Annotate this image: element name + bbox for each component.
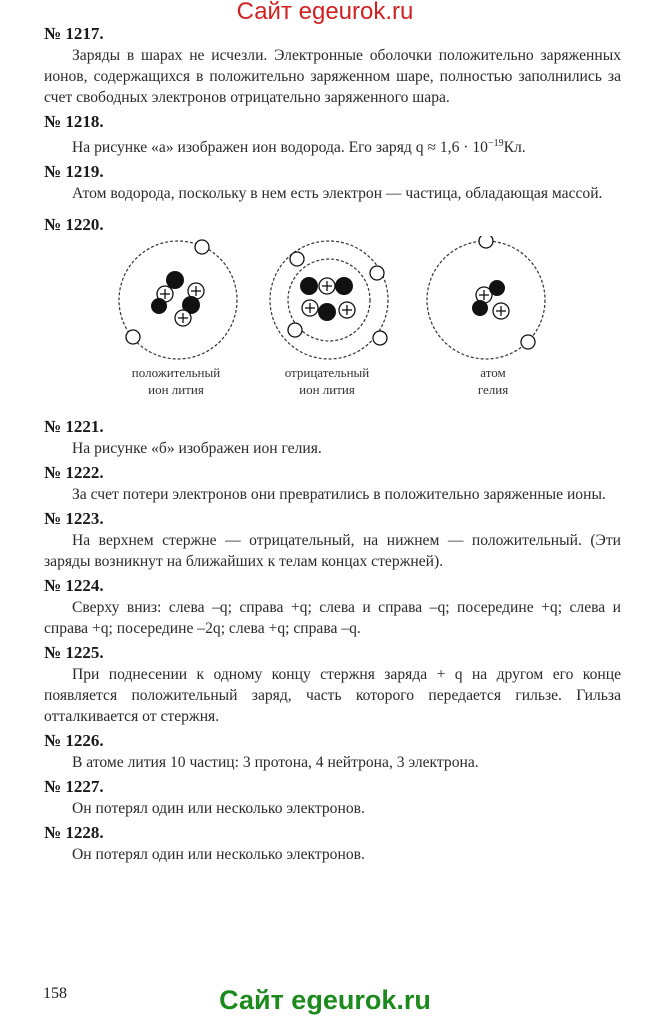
task-text-1217: Заряды в шарах не исчезли. Электронные оболочки положительно заряженных ионов, содержащихся в положительно заряженном шаре, полностью заполнились за счет свободных электронов отрицательно заряженного шара. xyxy=(44,47,621,106)
proton-icon xyxy=(319,278,335,294)
proton-icon xyxy=(339,302,355,318)
task-text-1223: На верхнем стержне — отрицательный, на нижнем — положительный. (Эти заряды возникнут на ближайших к телам концах стержней). xyxy=(44,532,621,571)
atoms-diagram xyxy=(44,236,621,413)
caption-negative-lithium-ion xyxy=(262,364,392,398)
caption-line: гелия xyxy=(477,382,509,398)
electron-icon xyxy=(126,330,140,344)
atom-positive-lithium-ion xyxy=(119,240,237,359)
neutron-icon xyxy=(300,277,318,295)
electron-icon xyxy=(195,240,209,254)
task-1218-unit: Кл. xyxy=(503,139,526,157)
electron-icon xyxy=(290,252,304,266)
task-number-1221: № 1221. xyxy=(44,417,104,437)
caption-helium-atom xyxy=(428,364,558,398)
caption-line: ион лития xyxy=(299,382,355,398)
task-number-1220: № 1220. xyxy=(44,215,104,235)
atom-negative-lithium-ion xyxy=(270,241,388,359)
task-number-1225: № 1225. xyxy=(44,643,104,663)
task-1218-exponent: −19 xyxy=(487,138,504,149)
task-text-1225: При поднесении к одному концу стержня заряда + q на другом его конце появляется положительный заряд, часть которого передается гильзе. Гильза отталкивается от стержня. xyxy=(44,666,621,726)
page-content xyxy=(44,20,621,865)
task-number-1218: № 1218. xyxy=(44,112,104,131)
task-text-1224: Сверху вниз: слева –q; справа +q; слева и справа –q; посередине +q; слева и справа +q; посередине –2q; слева +q; справа –q. xyxy=(44,599,621,638)
site-watermark-bottom[interactable]: Сайт egeurok.ru xyxy=(219,985,431,1015)
task-text-1219: Атом водорода, поскольку в нем есть электрон — частица, обладающая массой. xyxy=(72,185,603,203)
neutron-icon xyxy=(335,277,353,295)
task-number-1228: № 1228. xyxy=(44,823,104,843)
electron-icon xyxy=(370,266,384,280)
neutron-icon xyxy=(318,303,336,321)
proton-icon xyxy=(493,303,509,319)
proton-icon xyxy=(302,300,318,316)
atom-helium xyxy=(427,236,545,359)
task-number-1222: № 1222. xyxy=(44,463,104,483)
electron-icon xyxy=(479,236,493,248)
task-number-1223: № 1223. xyxy=(44,509,104,529)
caption-line: атом xyxy=(480,365,506,381)
task-1218-main: На рисунке «а» изображен ион водорода. Его заряд q ≈ 1,6 · 10 xyxy=(72,139,488,157)
page-number: 158 xyxy=(43,985,67,1002)
task-text-1218 xyxy=(44,133,621,158)
caption-positive-lithium-ion xyxy=(111,364,241,398)
caption-line: отрицательный xyxy=(284,365,370,381)
task-number-1226: № 1226. xyxy=(44,731,104,751)
proton-icon xyxy=(175,310,191,326)
task-text-1222: За счет потери электронов они превратились в положительно заряженные ионы. xyxy=(72,486,606,504)
caption-line: положительный xyxy=(131,365,221,381)
task-text-1227: Он потерял один или несколько электронов. xyxy=(72,800,365,818)
task-text-1226: В атоме лития 10 частиц: 3 протона, 4 нейтрона, 3 электрона. xyxy=(72,754,479,772)
task-number-1224: № 1224. xyxy=(44,576,104,596)
electron-icon xyxy=(521,335,535,349)
task-number-1227: № 1227. xyxy=(44,777,104,797)
electron-icon xyxy=(373,331,387,345)
neutron-icon xyxy=(489,280,505,296)
neutron-icon xyxy=(151,298,167,314)
task-number-1217: № 1217. xyxy=(44,24,104,43)
task-text-1221: На рисунке «б» изображен ион гелия. xyxy=(72,440,322,458)
neutron-icon xyxy=(472,300,488,316)
electron-icon xyxy=(288,323,302,337)
caption-line: ион лития xyxy=(148,382,204,398)
task-number-1219: № 1219. xyxy=(44,162,104,182)
task-text-1228: Он потерял один или несколько электронов. xyxy=(72,846,365,864)
site-watermark-top[interactable]: Сайт egeurok.ru xyxy=(236,0,414,25)
